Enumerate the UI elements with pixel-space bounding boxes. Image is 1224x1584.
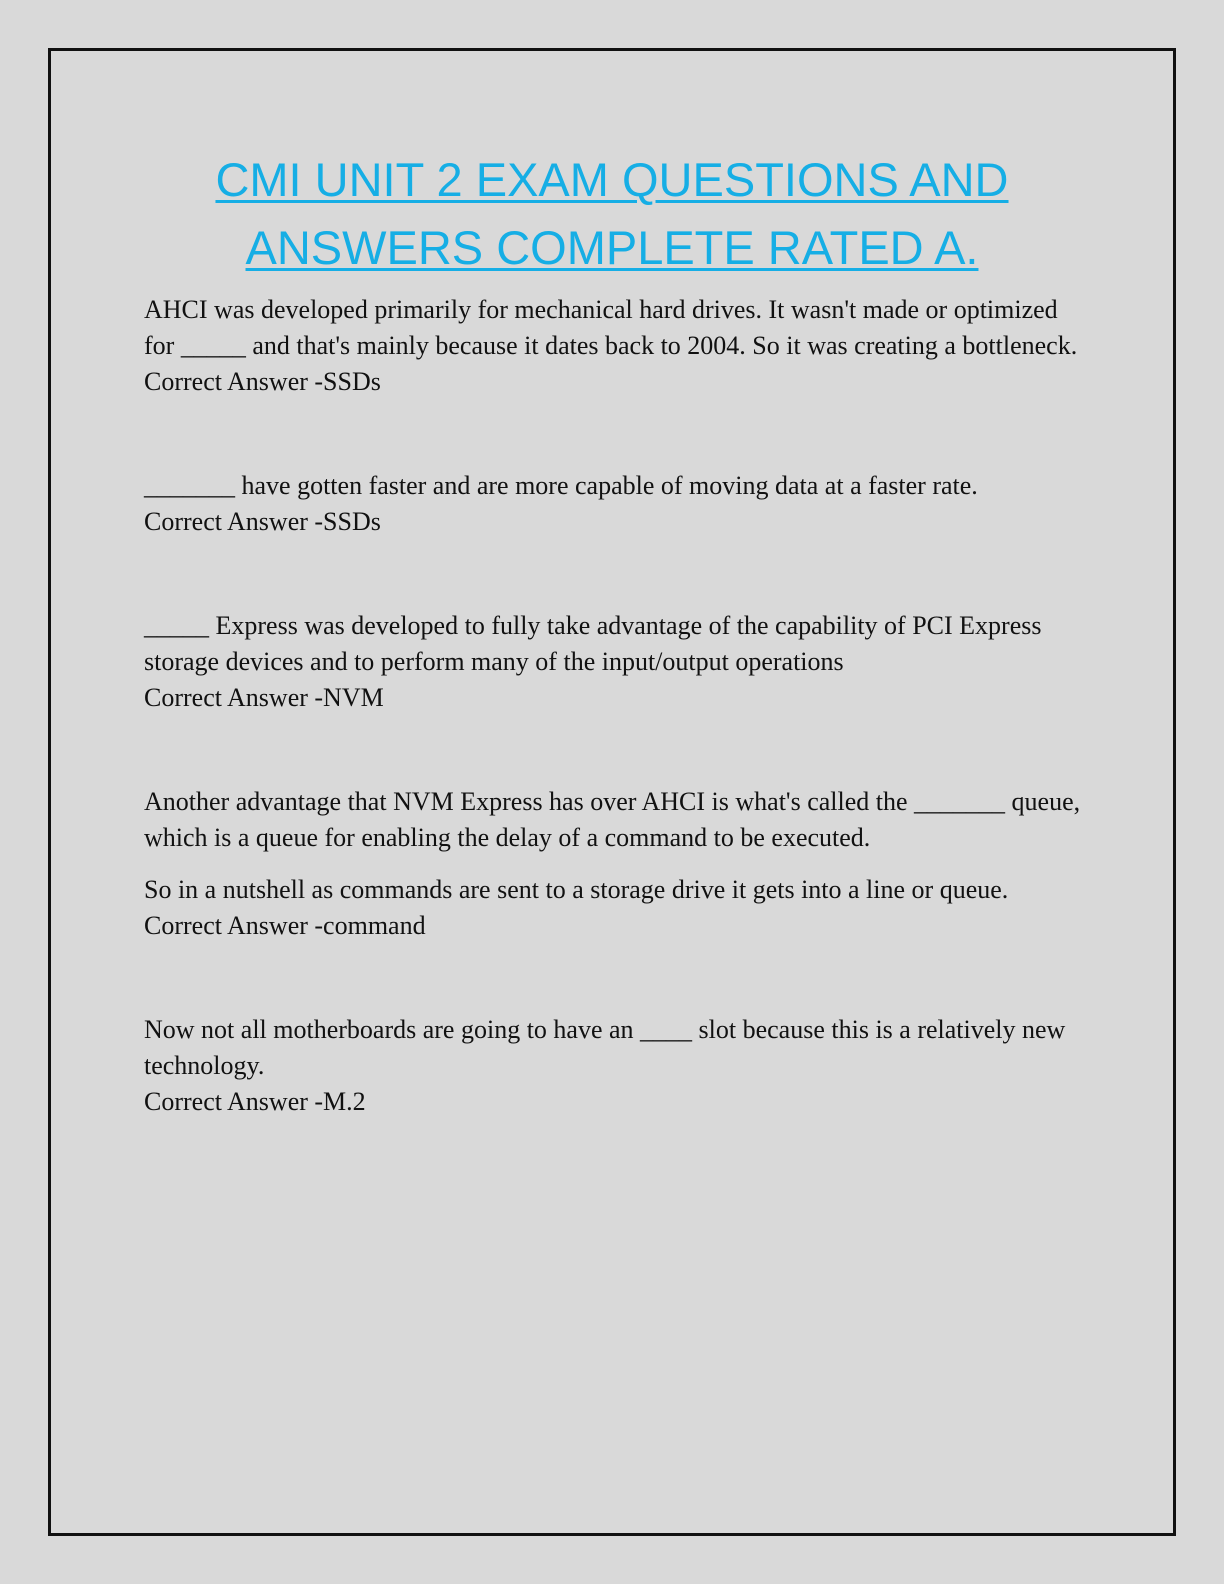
question-text: So in a nutshell as commands are sent to a storage drive it gets into a line or queue.	[144, 875, 1009, 904]
qa-item	[144, 608, 1088, 716]
question-text: _____ Express was developed to fully take advantage of the capability of PCI Express storage devices and to perform many of the input/output operations	[144, 611, 1042, 676]
question-text: Another advantage that NVM Express has over AHCI is what's called the _______ queue, which is a queue for enabling the delay of a command to be executed.	[144, 787, 1081, 852]
question-text: AHCI was developed primarily for mechanical hard drives. It wasn't made or optimized for _____ and that's mainly because it dates back to 2004. So it was creating a bottleneck.	[144, 295, 1078, 360]
qa-item	[144, 784, 1088, 944]
question-text: _______ have gotten faster and are more capable of moving data at a faster rate.	[144, 471, 978, 500]
document-title	[48, 146, 1176, 282]
qa-item	[144, 468, 1088, 540]
question-text: Now not all motherboards are going to have an ____ slot because this is a relatively new technology.	[144, 1015, 1066, 1080]
answer-text: Correct Answer -SSDs	[144, 507, 381, 536]
answer-text: Correct Answer -M.2	[144, 1087, 366, 1116]
answer-text: Correct Answer -command	[144, 911, 426, 940]
qa-item	[144, 1012, 1088, 1120]
answer-text: Correct Answer -NVM	[144, 683, 384, 712]
title-line-2: ANSWERS COMPLETE RATED A.	[245, 221, 979, 274]
answer-text: Correct Answer -SSDs	[144, 367, 381, 396]
qa-list	[144, 292, 1088, 1120]
title-line-1: CMI UNIT 2 EXAM QUESTIONS AND	[215, 153, 1009, 206]
qa-item	[144, 292, 1088, 400]
